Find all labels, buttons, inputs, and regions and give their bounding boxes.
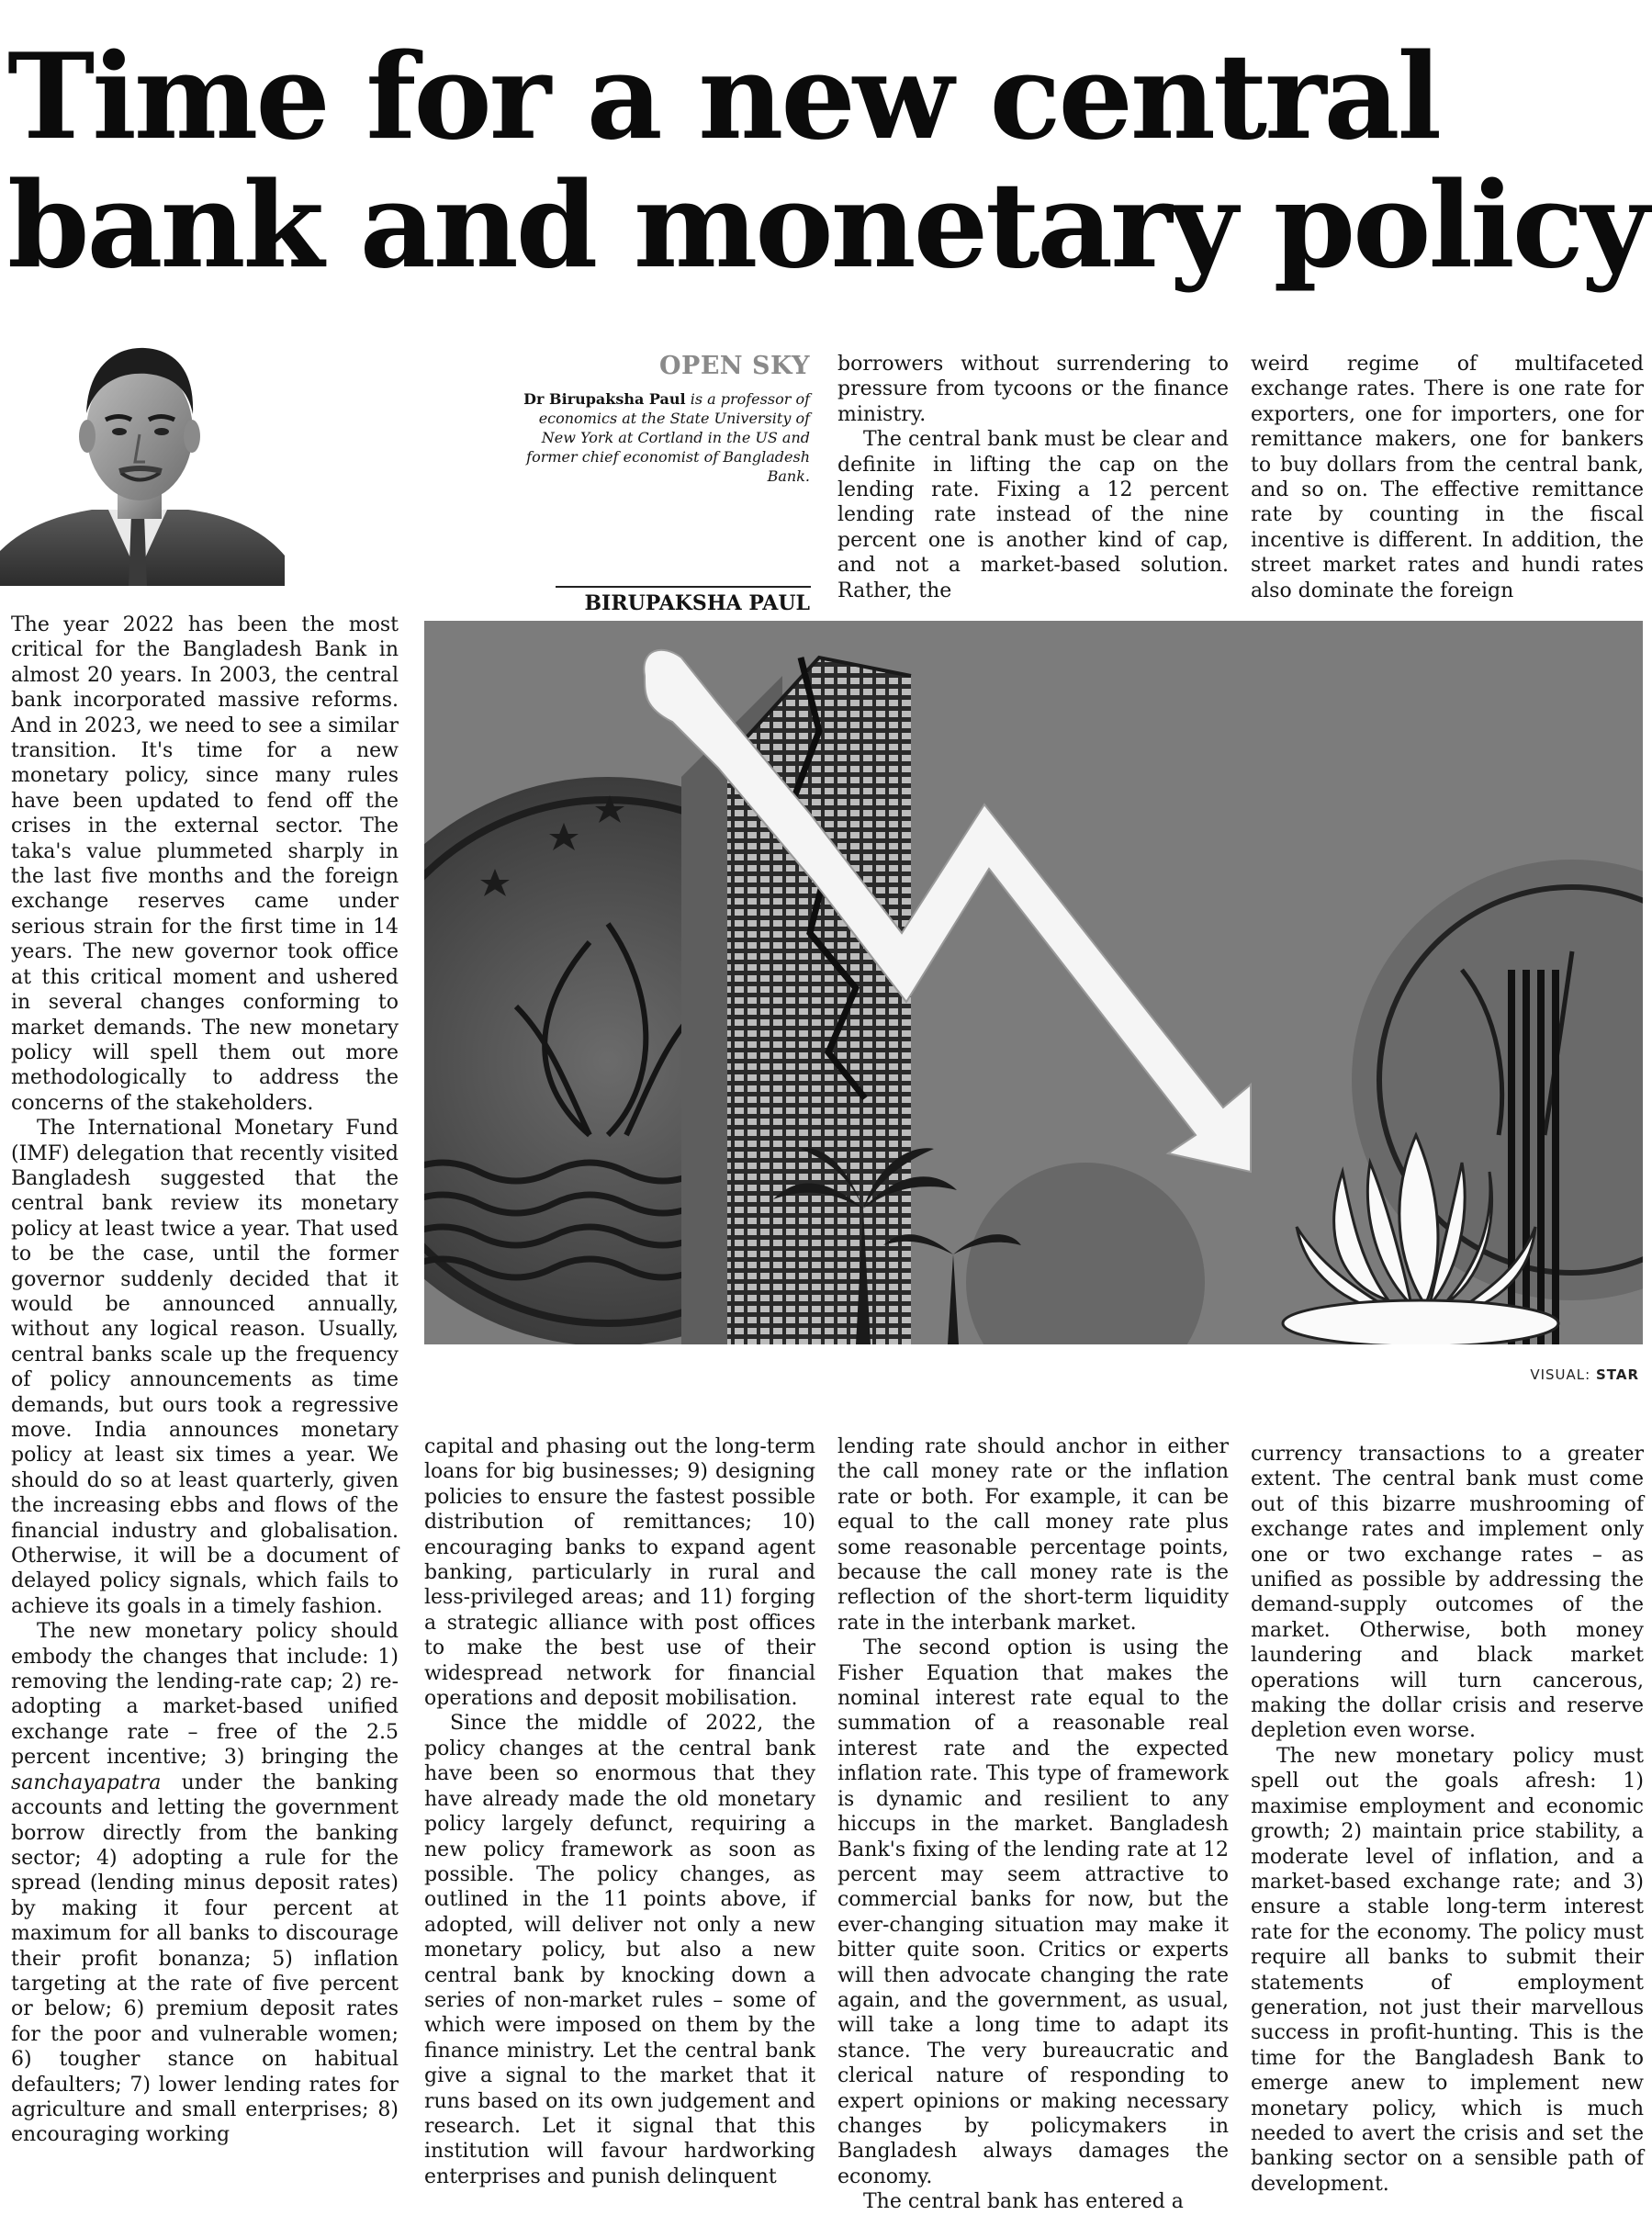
paragraph: The new monetary policy must spell out the goals afresh: 1) maximise employment and economic growth; 2) maintain price stability, a moderate level of inflation, and a market-based exchange rate; and 3) ensure a stable long-term interest rate for the economy. The policy must require all banks to submit their statements of employment generation, not just their marvellous success in profit-hunting. This is the time for the Bangladesh Bank to emerge anew to implement new monetary policy, which is much needed to avert the crisis and set the banking sector on a sensible path of development. [1251, 1744, 1644, 2196]
paragraph: borrowers without surrendering to pressure from tycoons or the finance ministry. [837, 353, 1229, 426]
column-header [514, 351, 810, 486]
column-name: OPEN SKY [659, 352, 810, 380]
paragraph: The second option is using the Fisher Equation that makes the nominal interest rate equal to the summation of a reasonable real interest rate and the expected inflation rate. This type of framework is dynamic and resilient to any hiccups in the market. Bangladesh Bank's fixing of the lending rate at 12 percent may seem attractive to commercial banks for now, but the ever-changing situation may make it bitter quite soon. Critics or experts will then advocate changing the rate again, and the government, as usual, will take a long time to adapt its stance. The very bureaucratic and clerical nature of responding to expert opinions or making necessary changes by policymakers in Bangladesh always damages the economy. [837, 1636, 1229, 2188]
paragraph: Since the middle of 2022, the policy changes at the central bank have been so enormous that they have already made the old monetary policy largely defunct, requiring a new policy framework as soon as possible. The policy changes, as outlined in the 11 points above, if adopted, will deliver not only a new monetary policy, but also a new central bank by knocking down a series of non-market rules – some of which were imposed on them by the finance ministry. Let the central bank give a signal to the market that it runs based on its own judgement and research. Let it signal that this institution will favour hardworking enterprises and punish delinquent [424, 1712, 815, 2188]
headline-line-1: Time for a new central [7, 28, 1440, 166]
image-credit: VISUAL: STAR [1530, 1366, 1639, 1383]
author-photo [0, 326, 285, 586]
paragraph: capital and phasing out the long-term loans for big businesses; 9) designing policies to ensure the fastest possible distribution of remittances; 10) encouraging banks to expand agent banking, particularly in rural and less-privileged areas; and 11) forging a strategic alliance with post offices to make the best use of their widespread network for financial operations and deposit mobilisation. [424, 1435, 815, 1711]
author-divider [556, 586, 811, 588]
author-signature: BIRUPAKSHA PAUL [584, 591, 810, 615]
article-column-3-bottom [837, 1434, 1229, 2215]
author-bio-text: is a professor of economics at the State University of New York at Cortland in the US and former chief economist of Bangladesh Bank. [526, 390, 810, 485]
paragraph: The International Monetary Fund (IMF) delegation that recently visited Bangladesh suggested that the central bank review its monetary policy at least twice a year. That used to be the case, until the former governor suddenly decided that it would be announced annually, without any logical reason. Usually, central banks scale up the frequency of policy announcements as time demands, but ours took a regressive move. India announces monetary policy at least six times a year. We should do so at least quarterly, given the increasing ebbs and flows of the financial industry and globalisation. Otherwise, it will be a document of delayed policy signals, which fails to achieve its goals in a timely fashion. [11, 1117, 399, 1618]
headline [7, 28, 1646, 295]
paragraph: currency transactions to a greater extent. The central bank must come out of this bizarre mushrooming of exchange rates and implement only one or two exchange rates – as unified as possible by addressing the demand-supply outcomes of the market. Otherwise, both money laundering and black market operations will turn cancerous, making the dollar crisis and reserve depletion even worse. [1251, 1443, 1644, 1743]
article-column-1 [11, 613, 399, 2148]
headline-line-2: bank and monetary policy [7, 157, 1646, 295]
article-column-4-bottom [1251, 1442, 1644, 2197]
paragraph: weird regime of multifaceted exchange rates. There is one rate for exporters, one for importers, one for remittance makers, one for bankers to buy dollars from the central bank, and so on. The effective remittance rate by counting in the fiscal incentive is different. In addition, the street market rates and hundi rates also dominate the foreign [1251, 353, 1644, 602]
italic-term: sanchayapatra [11, 1771, 162, 1794]
illustration [424, 621, 1643, 1344]
paragraph: The year 2022 has been the most critical for the Bangladesh Bank in almost 20 years. In 2003, the central bank incorporated massive reforms. And in 2023, we need to see a similar transition. It's time for a new monetary policy, since many rules have been updated to fend off the crises in the external sector. The taka's value plummeted sharply in the last five months and the foreign exchange reserves came under serious strain for the first time in 14 years. The new governor took office at this critical moment and ushered in several changes conforming to market demands. The new monetary policy will spell them out more methodologically to address the concerns of the stakeholders. [11, 613, 399, 1115]
paragraph: lending rate should anchor in either the call money rate or the inflation rate or both. For example, it can be equal to the call money rate plus some reasonable percentage points, because the call money rate is the reflection of the short-term liquidity rate in the interbank market. [837, 1435, 1229, 1635]
paragraph: The central bank must be clear and definite in lifting the cap on the lending rate. Fixing a 12 percent lending rate instead of the nine percent one is another kind of cap, and not a market-based solution. Rather, the [837, 428, 1229, 602]
author-bio [514, 389, 810, 486]
article-column-2 [424, 1434, 815, 2189]
paragraph: The central bank has entered a [863, 2190, 1184, 2214]
article-column-3-top [837, 352, 1229, 603]
author-name: Dr Birupaksha Paul [523, 390, 686, 408]
paragraph: The new monetary policy should embody the changes that include: 1) removing the lending-rate cap; 2) re-adopting a market-based unified exchange rate – free of the 2.5 percent incentive; 3) bringing the sanchayapatra under the banking accounts and letting the government borrow directly from the banking sector; 4) adopting a rule for the spread (lending minus deposit rates) by making it four percent at maximum for all banks to discourage their profit bonanza; 5) inflation targeting at the rate of five percent or below; 6) premium deposit rates for the poor and vulnerable women; 6) tougher stance on habitual defaulters; 7) lower lending rates for agriculture and small enterprises; 8) encouraging working [11, 1620, 399, 2147]
article-column-4-top [1251, 352, 1644, 603]
